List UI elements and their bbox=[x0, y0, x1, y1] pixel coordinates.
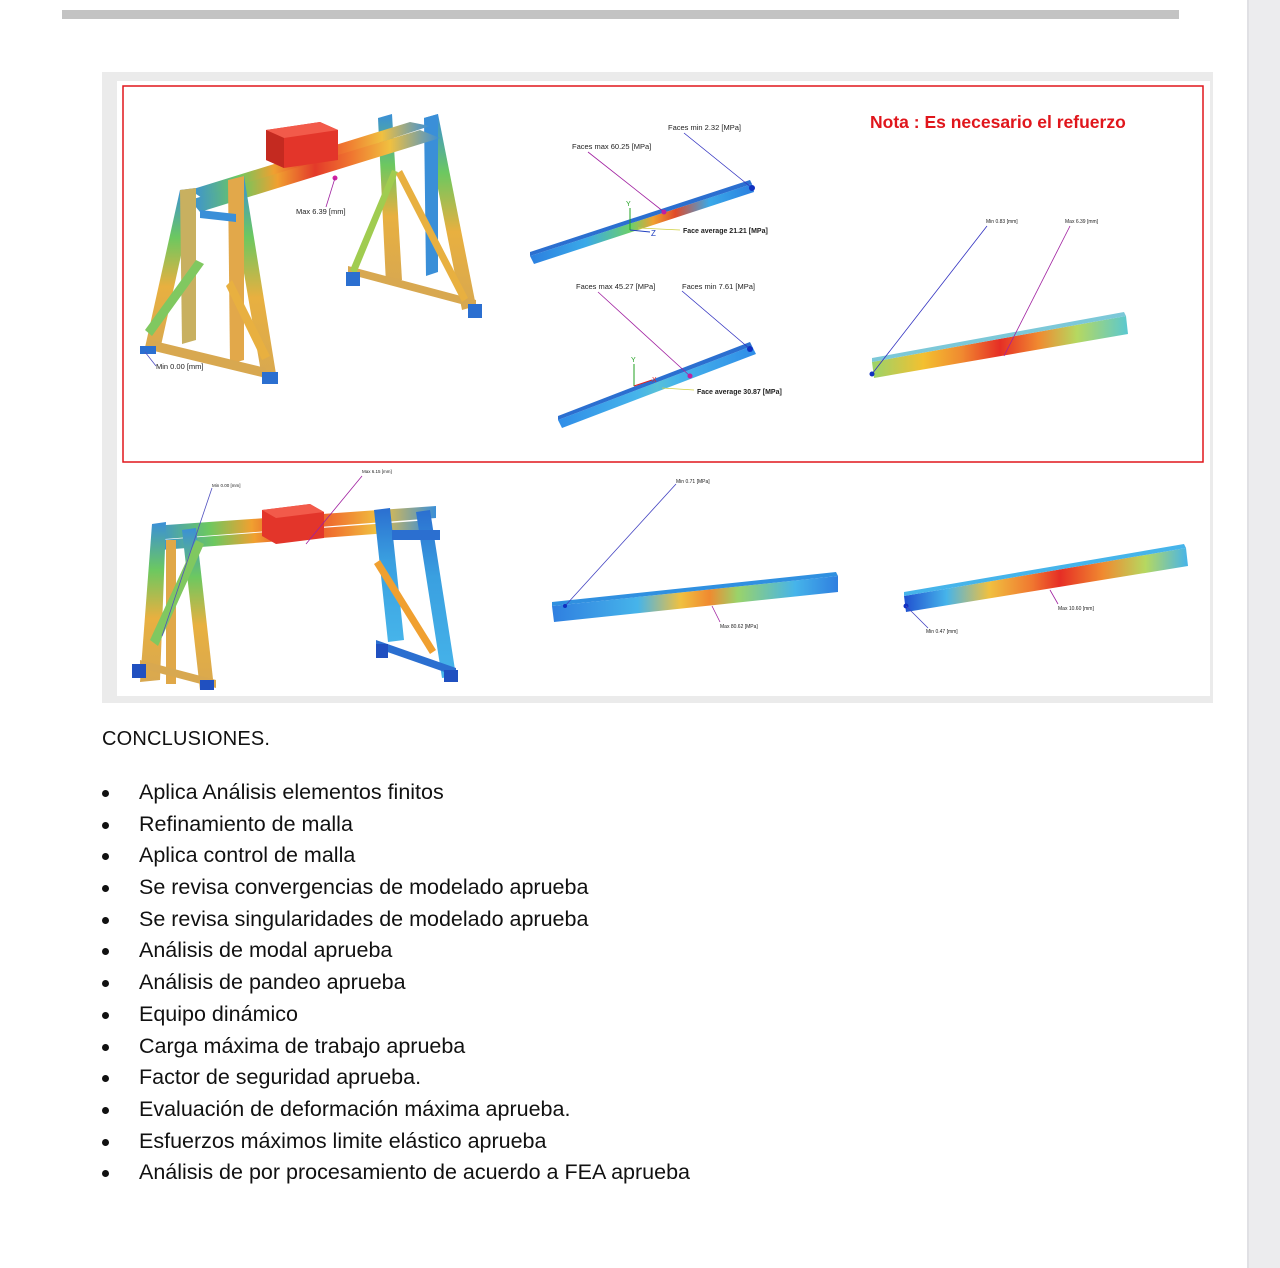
list-item: Análisis de por procesamiento de acuerdo a FEA aprueba bbox=[102, 1157, 690, 1189]
list-item: Esfuerzos máximos limite elástico aprueba bbox=[102, 1126, 690, 1158]
bullet-icon bbox=[102, 948, 109, 955]
list-item: Evaluación de deformación máxima aprueba. bbox=[102, 1094, 690, 1126]
bullet-icon bbox=[102, 1012, 109, 1019]
frame-max-label: Max 6.39 [mm] bbox=[296, 207, 346, 216]
beam4-max-label: Max 80.62 [MPa] bbox=[720, 624, 758, 630]
bullet-icon bbox=[102, 885, 109, 892]
beam-1-stress bbox=[530, 123, 768, 264]
beam1-face-average-label: Face average 21.21 [MPa] bbox=[683, 228, 768, 235]
list-item: Refinamiento de malla bbox=[102, 809, 690, 841]
beam-4-stress bbox=[552, 479, 838, 630]
list-item: Se revisa convergencias de modelado aprueba bbox=[102, 872, 690, 904]
frame-min-label: Min 0.00 [mm] bbox=[156, 362, 204, 371]
list-item: Se revisa singularidades de modelado aprueba bbox=[102, 904, 690, 936]
bullet-icon bbox=[102, 853, 109, 860]
beam2-faces-max-label: Faces max 45.27 [MPa] bbox=[576, 282, 656, 291]
list-item: Aplica control de malla bbox=[102, 840, 690, 872]
beam2-axis-y: Y bbox=[631, 357, 636, 364]
list-item: Carga máxima de trabajo aprueba bbox=[102, 1031, 690, 1063]
list-item: Análisis de pandeo aprueba bbox=[102, 967, 690, 999]
list-item: Análisis de modal aprueba bbox=[102, 935, 690, 967]
beam3-max-label: Max 6.39 [mm] bbox=[1065, 219, 1099, 225]
bullet-icon bbox=[102, 822, 109, 829]
bullet-icon bbox=[102, 1139, 109, 1146]
bullet-icon bbox=[102, 1044, 109, 1051]
beam-2-stress bbox=[558, 282, 782, 428]
beam4-min-label: Min 0.71 [MPa] bbox=[676, 479, 710, 485]
beam-5-deformation bbox=[904, 544, 1189, 635]
beam1-faces-min-label: Faces min 2.32 [MPa] bbox=[668, 123, 741, 132]
beam1-axis-y: Y bbox=[626, 201, 631, 208]
bullet-icon bbox=[102, 917, 109, 924]
beam1-axis-z: Z bbox=[651, 229, 656, 238]
bullet-icon bbox=[102, 980, 109, 987]
gantry-frame-deformation bbox=[140, 114, 482, 384]
reinforcement-note: Nota : Es necesario el refuerzo bbox=[870, 112, 1126, 132]
bullet-icon bbox=[102, 1075, 109, 1082]
list-item: Equipo dinámico bbox=[102, 999, 690, 1031]
beam-3-deformation bbox=[870, 219, 1129, 378]
list-item: Factor de seguridad aprueba. bbox=[102, 1062, 690, 1094]
beam2-face-average-label: Face average 30.87 [MPa] bbox=[697, 389, 782, 396]
list-item: Aplica Análisis elementos finitos bbox=[102, 777, 690, 809]
frame2-max-label: Max 6.15 [mm] bbox=[362, 469, 392, 474]
beam5-max-label: Max 10.60 [mm] bbox=[1058, 606, 1094, 612]
beam1-faces-max-label: Faces max 60.25 [MPa] bbox=[572, 142, 652, 151]
gantry-frame-deformation-2 bbox=[132, 469, 458, 690]
bullet-icon bbox=[102, 1170, 109, 1177]
beam2-axis-x: X bbox=[652, 377, 657, 384]
bullet-icon bbox=[102, 1107, 109, 1114]
bullet-icon bbox=[102, 790, 109, 797]
beam5-min-label: Min 0.47 [mm] bbox=[926, 629, 958, 635]
beam2-faces-min-label: Faces min 7.61 [MPa] bbox=[682, 282, 755, 291]
conclusions-list bbox=[102, 777, 690, 1189]
beam3-min-label: Min 0.83 [mm] bbox=[986, 219, 1018, 225]
conclusions-heading: CONCLUSIONES. bbox=[102, 728, 271, 750]
frame2-min-label: Min 0.00 [mm] bbox=[212, 483, 241, 488]
